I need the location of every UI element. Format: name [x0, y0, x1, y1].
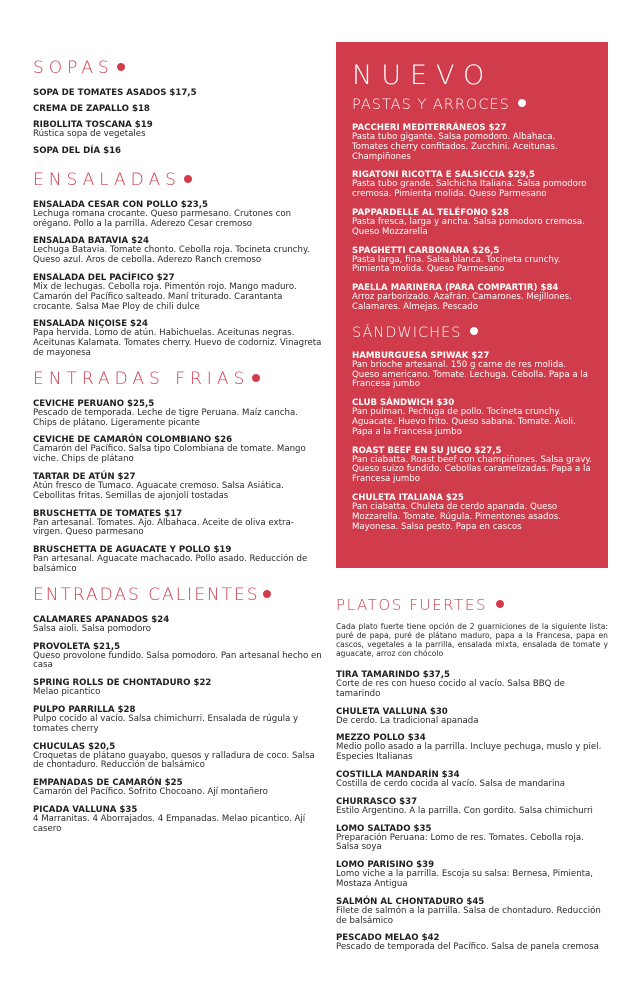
- menu-item-name: SPRING ROLLS DE CHONTADURO $22: [33, 678, 212, 689]
- menu-item-description: Lomo viche a la parrilla. Escoja su salsa: Bernesa, Pimienta, Mostaza Antigua: [336, 869, 594, 889]
- menu-item-name: CHULETA VALLUNA $30: [336, 706, 448, 717]
- menu-item-description: Pan brioche artesanal. 150 g carne de res molida. Queso americano. Tomate. Lechuga. Cebolla. Papa a la Francesa jumbo: [352, 359, 589, 390]
- menu-item-description: Pescado de temporada. Leche de tigre Peruana. Maíz cancha. Chips de plátano. Ligeramente picante: [33, 407, 298, 428]
- menu-item-name: CHULETA ITALIANA $25: [352, 492, 464, 503]
- menu-item-name: SOPA DEL DÍA $16: [33, 145, 122, 156]
- menu-item-description: Croquetas de plátano guayabo, quesos y ralladura de coco. Salsa de chontaduro. Reducción de balsámico: [33, 750, 315, 771]
- menu-item: [33, 120, 323, 140]
- menu-item: [33, 472, 323, 502]
- menu-item-description: Corte de res con hueso cocido al vacío. Salsa BBQ de tamarindo: [336, 679, 565, 699]
- intro-text: Cada plato fuerte tiene opción de 2 guarniciones de la siguiente lista: puré de papa, puré de plátano maduro, papa a la Francesa, papa en cascos, vegetales a la parrilla, ensalada mixta, ensalada de tomate y aguacate, arroz con chócolo: [336, 622, 608, 658]
- menu-item: [336, 770, 608, 790]
- menu-item-description: Pasta larga, fina. Salsa blanca. Tocineta crunchy. Pimienta molida. Queso Parmesano: [352, 254, 561, 275]
- menu-item-description: Preparación Peruana: Lomo de res. Tomates. Cebolla roja. Salsa soya: [336, 832, 584, 853]
- menu-item-description: Pulpo cocido al vacío. Salsa chimichurri. Ensalada de rúgula y tomates cherry: [33, 713, 299, 734]
- menu-item-name: SOPA DE TOMATES ASADOS $17,5: [33, 88, 197, 98]
- menu-item: [352, 493, 592, 532]
- menu-item: [352, 123, 592, 162]
- bullet-dot-icon: [496, 600, 504, 608]
- menu-item-description: Papa hervida. Lomo de atún. Habichuelas. Aceitunas negras. Aceitunas Kalamata. Tomates cherry. Huevo de codorniz. Vinagreta de mayonesa: [33, 328, 322, 358]
- item-list: [33, 399, 323, 575]
- menu-item-name: RIBOLLITA TOSCANA $19: [33, 120, 153, 130]
- menu-item-name: RIGATONI RICOTTA E SALSICCIA $29,5: [352, 170, 535, 181]
- menu-item-name: TARTAR DE ATÚN $27: [33, 471, 136, 482]
- menu-item-description: Atún fresco de Tumaco. Aguacate cremoso. Salsa Asiática. Cebollitas fritas. Semillas de ajonjolí tostadas: [33, 480, 284, 501]
- section-platos-fuertes: [336, 596, 608, 953]
- menu-item-name: PICADA VALLUNA $35: [33, 804, 138, 815]
- menu-item-description: Arroz parborizado. Azafrán. Camarones. Mejillones. Calamares. Almejas. Pescado: [352, 292, 572, 312]
- item-list: [352, 123, 592, 313]
- menu-item-name: ENSALADA DEL PACÍFICO $27: [33, 272, 175, 283]
- menu-item-description: Estilo Argentino. A la parrilla. Con gordito. Salsa chimichurri: [336, 805, 593, 816]
- menu-item-name: SALMÓN AL CHONTADURO $45: [336, 896, 485, 907]
- menu-item-description: Lechuga romana crocante. Queso parmesano. Crutones con orégano. Pollo a la parrilla. Aderezo Cesar cremoso: [33, 208, 292, 229]
- bullet-dot-icon: [263, 590, 271, 598]
- item-list: [336, 670, 608, 953]
- menu-item: [33, 545, 323, 575]
- section-title: PASTAS Y ARROCES: [352, 97, 592, 113]
- menu-item: [33, 200, 323, 230]
- menu-item-name: CEVICHE PERUANO $25,5: [33, 398, 155, 409]
- menu-item-name: ROAST BEEF EN SU JUGO $27,5: [352, 445, 502, 456]
- menu-item: [33, 642, 323, 672]
- menu-item: [352, 398, 592, 437]
- menu-item-description: Camarón del Pacífico. Salsa tipo Colombiana de tomate. Mango viche. Chips de plátano: [33, 444, 306, 465]
- menu-item-description: De cerdo. La tradicional apanada: [336, 715, 479, 726]
- menu-item-description: Melao picantico: [33, 687, 101, 698]
- menu-item: [336, 933, 608, 953]
- menu-item-description: Pescado de temporada del Pacífico. Salsa de panela cremosa: [336, 942, 599, 953]
- menu-item: [33, 435, 323, 465]
- menu-item-description: Pasta tubo grande. Salchicha Italiana. Salsa pomodoro cremosa. Pimienta molida. Queso Parmesano: [352, 179, 587, 200]
- nuevo-panel: [336, 42, 608, 568]
- menu-item-name: CHUCULAS $20,5: [33, 741, 116, 752]
- menu-item-name: CLUB SÁNDWICH $30: [352, 398, 455, 409]
- menu-item: [352, 446, 592, 485]
- menu-item: [33, 88, 323, 98]
- menu-item-name: PAELLA MARINERA (PARA COMPARTIR) $84: [352, 283, 559, 294]
- menu-item: [33, 104, 323, 114]
- menu-item: [33, 778, 323, 798]
- menu-item-name: LOMO PARISINO $39: [336, 860, 435, 871]
- menu-item-description: Pan ciabatta. Roast beef con champiñones. Salsa gravy. Queso suizo fundido. Cebollas caramelizadas. Papa a la Francesa jumbo: [352, 454, 592, 485]
- menu-item: [352, 208, 592, 238]
- menu-item: [33, 742, 323, 772]
- section-title: ENTRADAS FRIAS: [33, 369, 323, 389]
- section-sopas: [33, 58, 323, 156]
- nuevo-title: NUEVO: [352, 60, 494, 91]
- menu-item-description: Rústica sopa de vegetales: [33, 129, 146, 139]
- menu-item-description: Camarón del Pacífico. Sofrito Chocoano. Ají montañero: [33, 787, 268, 798]
- section-title: ENTRADAS CALIENTES: [33, 585, 323, 605]
- section-title: PLATOS FUERTES: [336, 596, 608, 614]
- menu-item-description: Salsa aioli. Salsa pomodoro: [33, 623, 151, 634]
- menu-item: [33, 236, 323, 266]
- item-list: [352, 351, 592, 533]
- section-entradas-calientes: [33, 585, 323, 835]
- section-entradas-frias: [33, 369, 323, 575]
- menu-item-description: Medio pollo asado a la parrilla. Incluye pechuga, muslo y piel. Especies Italianas: [336, 742, 602, 763]
- menu-item: [336, 824, 608, 854]
- menu-item-name: PROVOLETA $21,5: [33, 641, 121, 652]
- menu-item: [336, 707, 608, 727]
- bullet-dot-icon: [184, 175, 192, 183]
- menu-item-name: MEZZO POLLO $34: [336, 733, 426, 744]
- menu-item: [352, 246, 592, 276]
- menu-item-name: CHURRASCO $37: [336, 796, 418, 807]
- menu-item-name: CEVICHE DE CAMARÓN COLOMBIANO $26: [33, 435, 233, 446]
- menu-item-description: Mix de lechugas. Cebolla roja. Pimentón rojo. Mango maduro. Camarón del Pacífico salteado. Maní triturado. Carantanta crocante. Salsa Mae Ploy de chili dulce: [33, 281, 297, 312]
- menu-item-name: COSTILLA MANDARÍN $34: [336, 769, 460, 780]
- section-title: ENSALADAS: [33, 170, 323, 190]
- menu-item-description: Pasta tubo gigante. Salsa pomodoro. Albahaca. Tomates cherry confitados. Zucchini. Aceitunas. Champiñones: [352, 132, 558, 162]
- menu-item: [33, 273, 323, 312]
- section-title: SÁNDWICHES: [352, 325, 592, 341]
- menu-item: [33, 805, 323, 835]
- menu-item: [33, 146, 323, 156]
- section-ensaladas: [33, 170, 323, 359]
- menu-item-description: 4 Marranitas. 4 Aborrajados. 4 Empanadas. Melao picantico. Ají casero: [33, 813, 306, 834]
- menu-item-name: TIRA TAMARINDO $37,5: [336, 670, 450, 680]
- menu-item: [33, 509, 323, 539]
- menu-item-name: PACCHERI MEDITERRÁNEOS $27: [352, 123, 507, 133]
- bullet-dot-icon: [518, 99, 526, 107]
- menu-item-description: Pasta fresca, larga y ancha. Salsa pomodoro cremosa. Queso Mozzarella: [352, 216, 585, 237]
- menu-item-name: ENSALADA NIÇOISE $24: [33, 319, 148, 330]
- menu-item-name: CREMA DE ZAPALLO $18: [33, 104, 150, 114]
- left-column: [33, 58, 323, 842]
- bullet-dot-icon: [470, 327, 478, 335]
- menu-item: [352, 283, 592, 313]
- menu-item-name: CALAMARES APANADOS $24: [33, 614, 170, 625]
- item-list: [33, 88, 323, 156]
- menu-item-name: ENSALADA CESAR CON POLLO $23,5: [33, 199, 208, 210]
- menu-item-description: Filete de salmón a la parrilla. Salsa de chontaduro. Reducción de balsámico: [336, 905, 601, 926]
- menu-item: [33, 319, 323, 358]
- menu-item: [336, 897, 608, 927]
- menu-item-description: Costilla de cerdo cocida al vacío. Salsa de mandarina: [336, 778, 566, 789]
- right-column: [336, 42, 608, 960]
- section-title: SOPAS: [33, 58, 323, 78]
- menu-item-name: BRUSCHETTA DE AGUACATE Y POLLO $19: [33, 545, 232, 556]
- menu-item-name: BRUSCHETTA DE TOMATES $17: [33, 508, 183, 519]
- menu-item: [33, 399, 323, 429]
- menu-item-description: Pan ciabatta. Chuleta de cerdo apanada. Queso Mozzarella. Tomate. Rúgula. Pimentones asados. Mayonesa. Salsa pesto. Papa en cascos: [352, 501, 561, 532]
- menu-item: [352, 351, 592, 390]
- menu-item: [336, 733, 608, 763]
- item-list: [33, 200, 323, 359]
- menu-item-name: EMPANADAS DE CAMARÓN $25: [33, 778, 183, 789]
- menu-item-name: ENSALADA BATAVIA $24: [33, 236, 150, 247]
- menu-item: [33, 705, 323, 735]
- menu-item-description: Queso provolone fundido. Salsa pomodoro. Pan artesanal hecho en casa: [33, 650, 322, 671]
- menu-item-name: PULPO PARRILLA $28: [33, 704, 136, 715]
- menu-item: [336, 797, 608, 817]
- menu-item: [33, 615, 323, 635]
- menu-item: [352, 170, 592, 200]
- bullet-dot-icon: [252, 374, 260, 382]
- menu-item-name: SPAGHETTI CARBONARA $26,5: [352, 245, 500, 256]
- menu-item-description: Pan artesanal. Aguacate machacado. Pollo asado. Reducción de balsámico: [33, 554, 308, 574]
- menu-item: [336, 670, 608, 700]
- menu-item-description: Pan pulman. Pechuga de pollo. Tocineta crunchy. Aguacate. Huevo frito. Queso sabana. Tomate. Aioli. Papa a la Francesa jumbo: [352, 407, 576, 437]
- menu-item-name: PESCADO MELAO $42: [336, 933, 440, 944]
- menu-item-description: Lechuga Batavia. Tomate chonto. Cebolla roja. Tocineta crunchy. Queso azul. Aros de cebolla. Aderezo Ranch cremoso: [33, 245, 310, 266]
- menu-item-name: PAPPARDELLE AL TELÉFONO $28: [352, 207, 509, 218]
- menu-item-name: LOMO SALTADO $35: [336, 823, 432, 834]
- menu-item: [33, 678, 323, 698]
- menu-item-description: Pan artesanal. Tomates. Ajo. Albahaca. Aceite de oliva extra-virgen. Queso parmesano: [33, 517, 294, 538]
- menu-item: [336, 860, 608, 890]
- item-list: [33, 615, 323, 835]
- menu-item-name: HAMBURGUESA SPIWAK $27: [352, 350, 490, 361]
- bullet-dot-icon: [117, 63, 125, 71]
